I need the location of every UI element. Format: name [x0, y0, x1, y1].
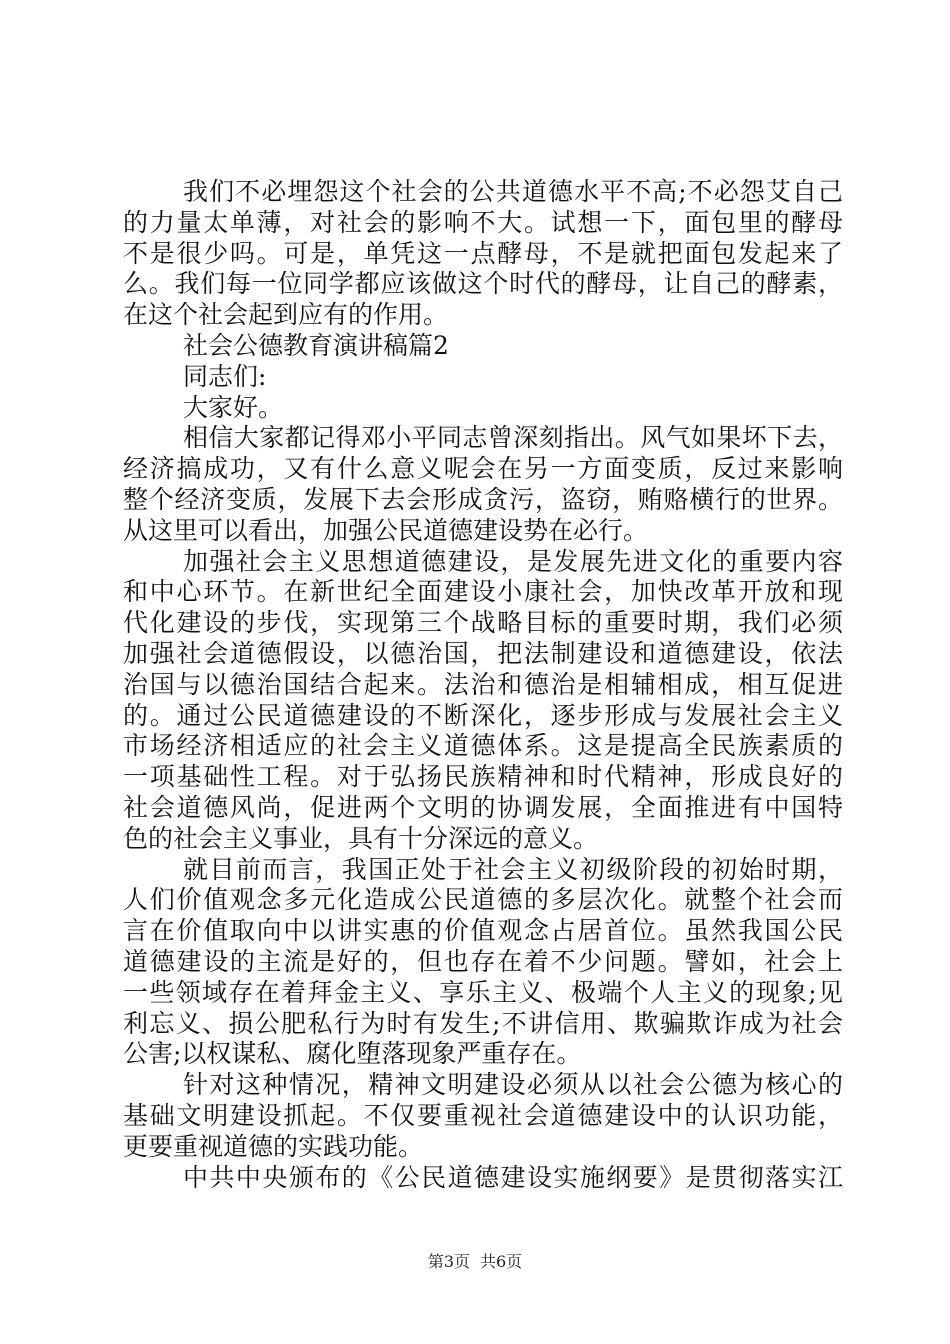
text-line: 色的社会主义事业，具有十分深远的意义。	[123, 823, 599, 853]
text-line: 的。通过公民道德建设的不断深化，逐步形成与发展社会主义	[123, 700, 843, 730]
text-line: 在这个社会起到应有的作用。	[123, 300, 449, 330]
document-body	[123, 177, 843, 1193]
text-line: 基础文明建设抓起。不仅要重视社会道德建设中的认识功能，	[123, 1100, 843, 1130]
text-line: 加强社会道德假设，以德治国，把法制建设和道德建设，依法	[123, 638, 843, 668]
text-line: 的力量太单薄，对社会的影响不大。试想一下，面包里的酵母	[123, 207, 843, 237]
text-line: 人们价值观念多元化造成公民道德的多层次化。就整个社会而	[123, 885, 843, 915]
page-total: 共6页	[480, 1252, 523, 1271]
text-line: 一项基础性工程。对于弘扬民族精神和时代精神，形成良好的	[123, 762, 843, 792]
text-line: 社会公德教育演讲稿篇2	[183, 330, 449, 360]
text-line: 代化建设的步伐，实现第三个战略目标的重要时期，我们必须	[123, 608, 843, 638]
text-line: 相信大家都记得邓小平同志曾深刻指出。风气如果坏下去，	[183, 423, 843, 453]
text-line: 道德建设的主流是好的，但也存在着不少问题。譬如，社会上	[123, 946, 843, 976]
text-line: 市场经济相适应的社会主义道德体系。这是提高全民族素质的	[123, 731, 843, 761]
text-line: 和中心环节。在新世纪全面建设小康社会，加快改革开放和现	[123, 577, 843, 607]
text-line: 么。我们每一位同学都应该做这个时代的酵母，让自己的酵素，	[123, 269, 843, 299]
text-line: 从这里可以看出，加强公民道德建设势在必行。	[123, 515, 649, 545]
text-line: 公害;以权谋私、腐化堕落现象严重存在。	[123, 1039, 582, 1069]
text-line: 中共中央颁布的《公民道德建设实施纲要》是贯彻落实江	[183, 1162, 843, 1192]
text-line: 一些领域存在着拜金主义、享乐主义、极端个人主义的现象;见	[123, 977, 843, 1007]
text-line: 加强社会主义思想道德建设，是发展先进文化的重要内容	[183, 546, 843, 576]
text-line: 社会道德风尚，促进两个文明的协调发展，全面推进有中国特	[123, 792, 843, 822]
text-line: 治国与以德治国结合起来。法治和德治是相辅相成，相互促进	[123, 669, 843, 699]
text-line: 不是很少吗。可是，单凭这一点酵母，不是就把面包发起来了	[123, 238, 843, 268]
text-line: 经济搞成功，又有什么意义呢会在另一方面变质，反过来影响	[123, 454, 843, 484]
text-line: 利忘义、损公肥私行为时有发生;不讲信用、欺骗欺诈成为社会	[123, 1008, 843, 1038]
text-line: 更要重视道德的实践功能。	[123, 1131, 424, 1161]
page-number: 第3页	[427, 1252, 470, 1271]
text-line: 大家好。	[183, 392, 284, 422]
text-line: 整个经济变质，发展下去会形成贪污，盗窃，贿赂横行的世界。	[123, 484, 843, 514]
text-line: 我们不必埋怨这个社会的公共道德水平不高;不必怨艾自己	[183, 177, 843, 206]
text-line: 同志们:	[183, 361, 267, 391]
text-line: 就目前而言，我国正处于社会主义初级阶段的初始时期，	[183, 854, 843, 884]
text-line: 针对这种情况，精神文明建设必须从以社会公德为核心的	[183, 1070, 843, 1100]
page-footer	[0, 1249, 950, 1272]
text-line: 言在价值取向中以讲实惠的价值观念占居首位。虽然我国公民	[123, 916, 843, 946]
